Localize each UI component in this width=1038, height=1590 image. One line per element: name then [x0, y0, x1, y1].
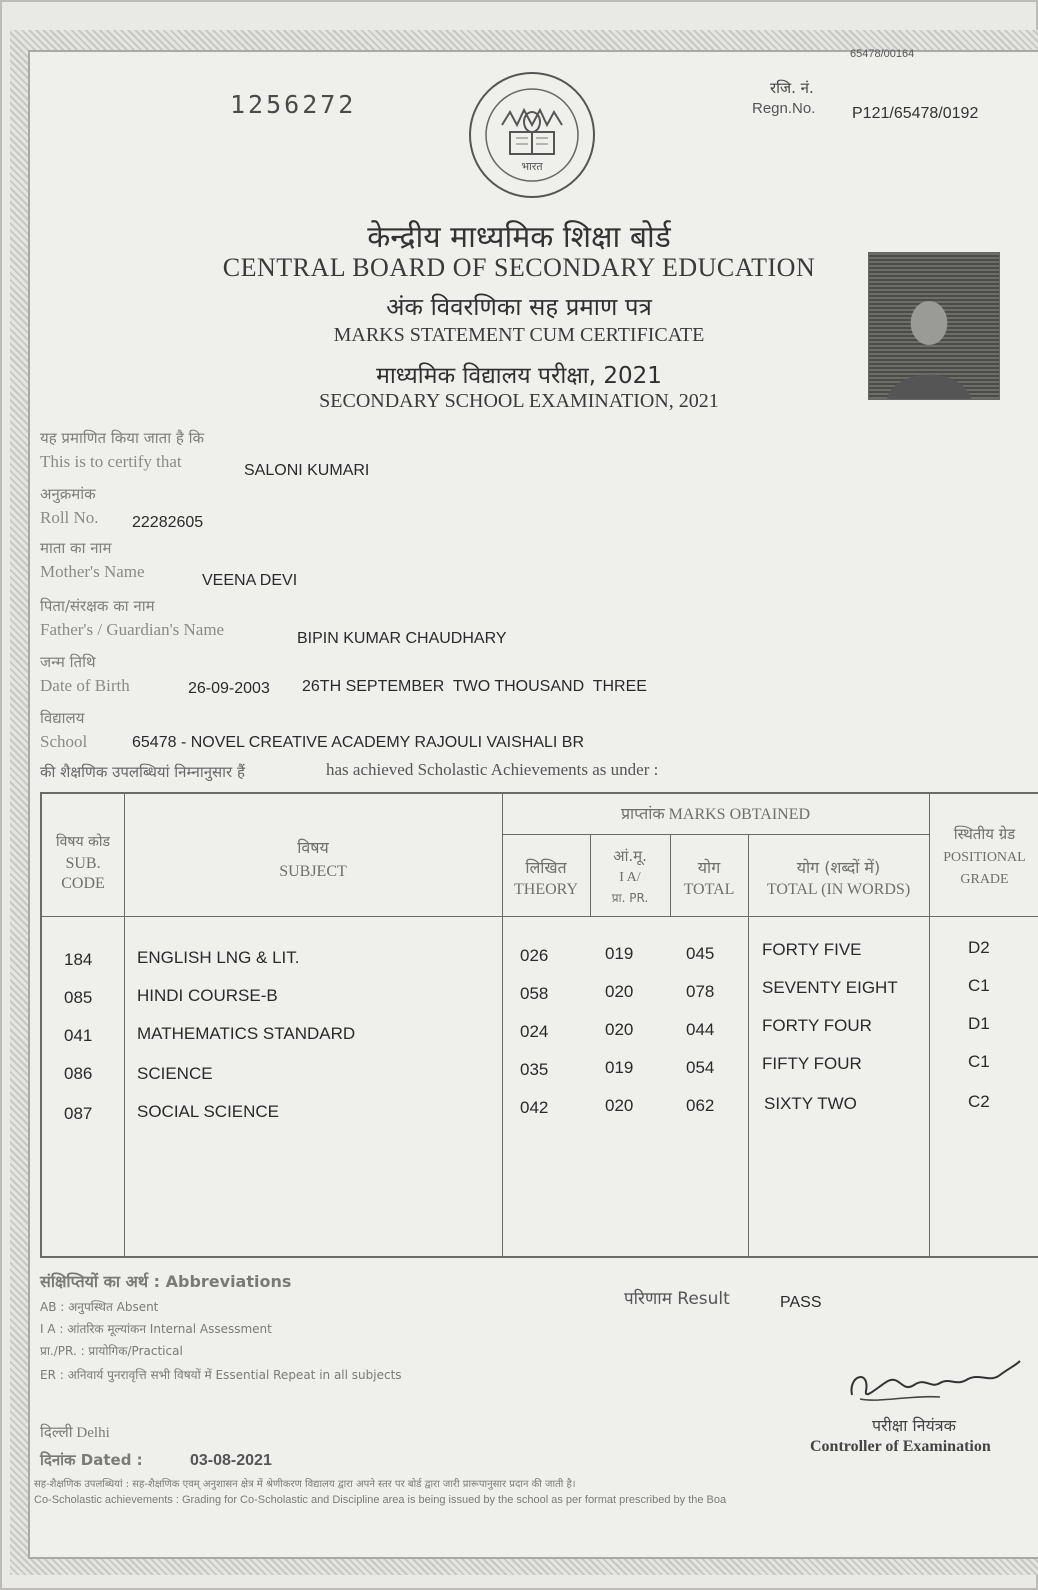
row-subject: SCIENCE [137, 1064, 213, 1083]
row-words: SEVENTY EIGHT [762, 978, 898, 997]
document-title: MARKS STATEMENT CUM CERTIFICATE [333, 324, 705, 346]
cbse-seal-icon [462, 70, 602, 200]
row-theory: 058 [520, 984, 549, 1003]
row-subject: ENGLISH LNG & LIT. [137, 948, 300, 967]
dob-words: 26TH SEPTEMBER TWO THOUSAND THREE [302, 678, 647, 695]
mother-label: Mother's Name [40, 562, 145, 581]
row-grade: D1 [968, 1014, 990, 1033]
row-ia: 020 [605, 982, 634, 1001]
marks-header-hindi: प्राप्तांक [620, 804, 665, 823]
mother-label-hindi: माता का नाम [40, 539, 112, 557]
father-label: Father's / Guardian's Name [40, 620, 225, 639]
row-subject: HINDI COURSE-B [137, 986, 278, 1005]
words-header: TOTAL (IN WORDS) [766, 881, 911, 898]
marks-header-label: MARKS OBTAINED [668, 806, 811, 823]
certify-label: This is to certify that [40, 452, 182, 471]
roll-label-hindi: अनुक्रमांक [40, 485, 96, 503]
marks-table [40, 792, 1038, 1258]
candidate-name: SALONI KUMARI [244, 462, 370, 479]
total-header-hindi: योग [697, 858, 721, 877]
row-grade: D2 [968, 938, 990, 957]
regn-label-hindi: रजि. नं. [770, 79, 814, 97]
achieved-label-hindi: की शैक्षणिक उपलब्धियां निम्नानुसार हैं [40, 763, 245, 781]
dob-label: Date of Birth [40, 676, 130, 695]
code-header-hindi: विषय कोड [56, 834, 110, 850]
serial-number: 1256272 [230, 90, 357, 119]
row-total: 062 [686, 1096, 715, 1115]
co-scholastic-note-hindi: सह-शैक्षणिक उपलब्धियां : सह-शैक्षणिक एवम् अनुशासन क्षेत्र में श्रेणीकरण विद्यालय द्वारा अपने स्तर पर बोर्ड द्वारा जारी प्रारूपानुसार प्रदान की जाती है। [34, 1479, 576, 1490]
exam-title-hindi: माध्यमिक विद्यालय परीक्षा, 2021 [376, 363, 662, 389]
ia-header: I A/ [619, 870, 641, 885]
controller-label: Controller of Examination [810, 1438, 991, 1455]
ia-header-hindi: आं.मू. [613, 847, 647, 865]
dated-label: दिनांक Dated : [40, 1451, 143, 1469]
place-hindi: दिल्ली [40, 1423, 73, 1441]
row-subject: SOCIAL SCIENCE [137, 1102, 280, 1121]
dob-value: 26-09-2003 [188, 680, 270, 697]
candidate-photo [868, 252, 1000, 400]
father-label-hindi: पिता/संरक्षक का नाम [40, 597, 155, 615]
row-grade: C1 [968, 1052, 990, 1071]
regn-number: P121/65478/0192 [852, 105, 979, 122]
board-title-hindi: केन्द्रीय माध्यमिक शिक्षा बोर्ड [367, 220, 671, 255]
theory-header: THEORY [514, 881, 578, 898]
row-ia: 019 [605, 1058, 634, 1077]
controller-label-hindi: परीक्षा नियंत्रक [872, 1416, 956, 1435]
row-ia: 020 [605, 1096, 634, 1115]
row-grade: C1 [968, 976, 990, 995]
row-total: 078 [686, 982, 715, 1001]
row-grade: C2 [968, 1092, 990, 1111]
row-ia: 019 [605, 944, 634, 963]
row-words: FIFTY FOUR [762, 1054, 862, 1073]
words-header-hindi: योग (शब्दों में) [796, 858, 881, 877]
subject-header-hindi: विषय [297, 838, 329, 857]
row-code: 086 [64, 1064, 93, 1083]
row-theory: 024 [520, 1022, 549, 1041]
school-label: School [40, 732, 88, 751]
row-code: 184 [64, 950, 93, 969]
row-code: 085 [64, 988, 93, 1007]
dated-value: 03-08-2021 [190, 1452, 272, 1469]
grade-header-line1: POSITIONAL [943, 850, 1026, 865]
regn-label: Regn.No. [752, 100, 816, 117]
dob-label-hindi: जन्म तिथि [40, 653, 96, 671]
row-total: 054 [686, 1058, 715, 1077]
co-scholastic-note: Co-Scholastic achievements : Grading for Co-Scholastic and Discipline area is being issued by the school as per format prescribed by the Boa [34, 1494, 727, 1506]
seal-text: भारत [521, 160, 543, 173]
row-code: 087 [64, 1104, 93, 1123]
theory-header-hindi: लिखित [525, 858, 567, 877]
school-name: 65478 - NOVEL CREATIVE ACADEMY RAJOULI VAISHALI BR [132, 734, 585, 751]
row-words: FORTY FIVE [762, 940, 862, 959]
row-words: SIXTY TWO [764, 1094, 857, 1113]
roll-label: Roll No. [40, 508, 99, 527]
document-title-hindi: अंक विवरणिका सह प्रमाण पत्र [386, 293, 652, 321]
signature-icon [840, 1355, 1030, 1415]
row-total: 045 [686, 944, 715, 963]
place-name: Delhi [76, 1425, 110, 1441]
abbr-repeat: ER : अनिवार्य पुनरावृत्ति सभी विषयों में Essential Repeat in all subjects [40, 1368, 402, 1382]
code-header-line1: SUB. [65, 855, 101, 872]
row-subject: MATHEMATICS STANDARD [137, 1024, 356, 1043]
marks-header [502, 804, 929, 825]
abbreviations-title: संक्षिप्तियों का अर्थ : Abbreviations [40, 1272, 292, 1291]
grade-header-hindi: स्थितीय ग्रेड [953, 825, 1016, 843]
subject-header: SUBJECT [279, 863, 347, 880]
place-label [40, 1422, 110, 1442]
abbr-practical: प्रा./PR. : प्रायोगिक/Practical [40, 1344, 183, 1358]
row-ia: 020 [605, 1020, 634, 1039]
mother-name: VEENA DEVI [202, 572, 298, 589]
total-header: TOTAL [683, 881, 735, 898]
abbr-absent: AB : अनुपस्थित Absent [40, 1300, 159, 1314]
row-words: FORTY FOUR [762, 1016, 872, 1035]
school-label-hindi: विद्यालय [40, 709, 85, 727]
row-theory: 035 [520, 1060, 549, 1079]
father-name: BIPIN KUMAR CHAUDHARY [297, 630, 507, 647]
row-total: 044 [686, 1020, 715, 1039]
result-value: PASS [780, 1294, 822, 1311]
board-title: CENTRAL BOARD OF SECONDARY EDUCATION [222, 253, 816, 282]
abbr-internal: I A : आंतरिक मूल्यांकन Internal Assessment [40, 1322, 272, 1336]
exam-title: SECONDARY SCHOOL EXAMINATION, 2021 [319, 390, 719, 412]
certify-label-hindi: यह प्रमाणित किया जाता है कि [40, 429, 204, 447]
result-label: परिणाम Result [624, 1289, 730, 1309]
grade-header-line2: GRADE [960, 872, 1009, 887]
pr-header: प्रा. PR. [611, 891, 649, 905]
row-theory: 026 [520, 946, 549, 965]
achieved-label: has achieved Scholastic Achievements as under : [326, 760, 659, 779]
top-right-code: 65478/00164 [850, 48, 915, 60]
row-code: 041 [64, 1026, 93, 1045]
code-header-line2: CODE [61, 875, 105, 892]
row-theory: 042 [520, 1098, 549, 1117]
roll-number: 22282605 [132, 514, 204, 531]
